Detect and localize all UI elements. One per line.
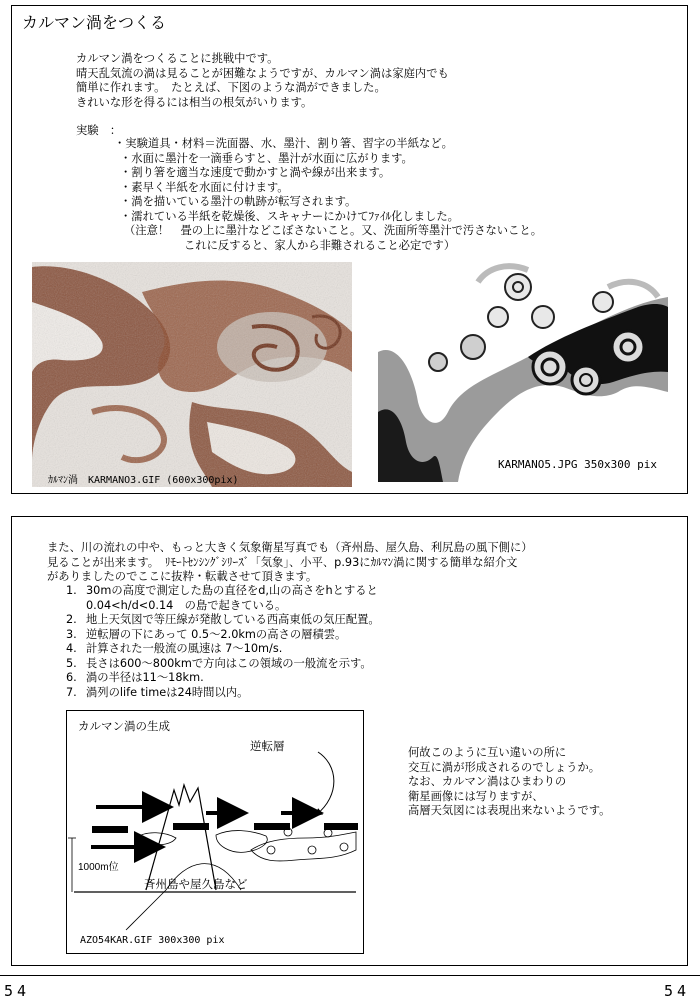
intro-line: がありましたのでここに抜粋・転載させて頂きます。: [47, 570, 318, 583]
island-label: 斉州島や屋久島など: [144, 877, 248, 891]
footer-divider: [0, 975, 700, 976]
inversion-label: 逆転層: [250, 739, 285, 753]
caution-line: （注意！ 畳の上に墨汁などこぼさないこと。又、洗面所等墨汁で汚さないこと。: [124, 224, 542, 237]
list-item: 5. 長さは600～800kmで方向はこの領域の一般流を示す。: [66, 656, 372, 670]
karman-image-brown: [32, 262, 352, 487]
image2-caption: KARMANO5.JPG 350x300 pix: [498, 458, 657, 471]
side-text-line: 交互に渦が形成されるのでしょうか。: [408, 760, 601, 774]
experiment-item: ・割り箸を適当な速度で動かすと渦や線が出来ます。: [120, 166, 391, 179]
experiment-item: ・水面に墨汁を一滴垂らすと、墨汁が水面に広がります。: [120, 151, 413, 165]
side-text-line: なお、カルマン渦はひまわりの: [408, 775, 567, 788]
list-item: 3. 逆転層の下にあって 0.5～2.0kmの高さの層積雲。: [66, 627, 347, 641]
intro-line: 晴天乱気流の渦は見ることが困難なようですが、カルマン渦は家庭内でも: [76, 66, 449, 80]
inversion-layer-bar: [92, 826, 128, 833]
intro-line: きれいな形を得るには相当の根気がいります。: [76, 95, 313, 109]
side-text: [408, 746, 610, 819]
side-text-line: 何故このように互い違いの所に: [408, 746, 567, 759]
intro-paragraph: [76, 52, 449, 110]
list-item: 4. 計算された一般流の風速は 7～10m/s.: [66, 642, 283, 655]
karman-generation-diagram: [66, 710, 364, 954]
side-text-line: 高層天気図には表現出来ないようです。: [408, 804, 611, 817]
caution-line: これに反すると、家人から非難されること必定です）: [184, 238, 456, 252]
list-item: 1. 30mの高度で測定した島の直径をd,山の高さをhとすると: [66, 584, 378, 597]
list-item: 7. 渦列のlife timeは24時間以内。: [66, 685, 249, 699]
intro-line: また、川の流れの中や、もっと大きく気象衛星写真でも（斉州島、屋久島、利尻島の風下側に）: [47, 541, 533, 554]
inversion-layer-bar: [254, 823, 290, 830]
side-text-line: 衛星画像には写りますが、: [408, 789, 544, 803]
intro-line: 簡単に作れます。 たとえば、下図のような渦ができました。: [76, 81, 386, 94]
list-item: 0.04<h/d<0.14 の島で起きている。: [86, 598, 287, 612]
diagram-caption: AZO54KAR.GIF 300x300 pix: [80, 935, 225, 946]
intro-line: カルマン渦をつくることに挑戦中です。: [76, 52, 279, 65]
page-number-left: 54: [4, 982, 31, 1000]
conditions-list: [66, 584, 380, 700]
intro-line: 見ることが出来ます。 ﾘﾓｰﾄｾﾝｼﾝｸﾞｼﾘｰｽﾞ「気象」、小平、p.93にｶﾙﾏﾝ渦に関する簡単な紹介文: [47, 555, 518, 569]
section-title: カルマン渦をつくる: [22, 13, 167, 32]
experiment-item: ・渦を描いている墨汁の軌跡が転写されます。: [120, 195, 357, 208]
inversion-layer-bar: [173, 823, 209, 830]
karman-image-bw: [378, 262, 668, 482]
page-number-right: 54: [664, 982, 691, 1000]
experiment-item: ・素早く半紙を水面に付けます。: [120, 180, 289, 194]
image1-caption: ｶﾙﾏﾝ渦 KARMANO3.GIF (600x300pix): [48, 475, 239, 486]
list-item: 6. 渦の半径は11～18km.: [66, 671, 204, 684]
list-item: 2. 地上天気図で等圧線が発散している西高東低の気圧配置。: [66, 613, 380, 626]
experiment-label: 実験 ：: [76, 124, 122, 137]
experiment-item: ・濡れている半紙を乾燥後、スキャナーにかけてﾌｧｲﾙ化しました。: [120, 209, 459, 223]
height-label: 1000m位: [78, 862, 119, 873]
experiment-item: ・実験道具・材料＝洗面器、水、墨汁、割り箸、習字の半紙など。: [114, 137, 453, 150]
diagram-title: カルマン渦の生成: [78, 719, 170, 733]
experiment-list: [114, 137, 542, 253]
section2-intro: [47, 541, 533, 585]
